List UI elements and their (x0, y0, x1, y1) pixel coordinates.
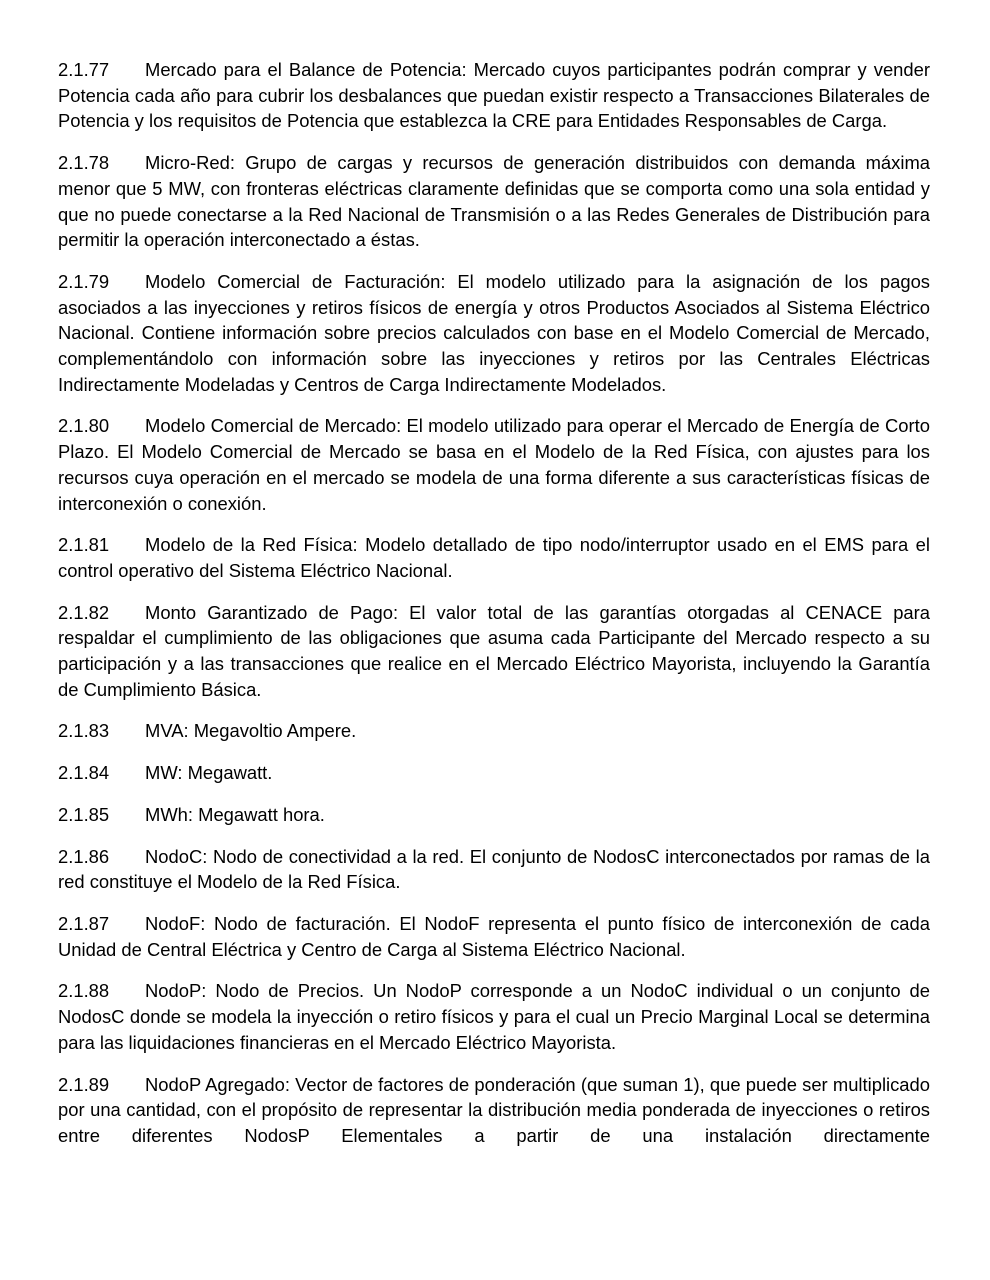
definition-paragraph (58, 150, 930, 253)
definition-paragraph (58, 718, 930, 744)
definition-number: 2.1.85 (58, 803, 110, 825)
definition-text: MWh: Megawatt hora. (145, 803, 325, 825)
definition-text: Mercado para el Balance de Potencia: Mercado cuyos participantes podrán comprar y vender Potencia cada año para cubrir los desbalances que puedan existir respecto a Transacciones Bilaterales de Potencia y los requisitos de Potencia que establezca la CRE para Entidades Responsables de Carga. (58, 59, 930, 132)
definition-number: 2.1.88 (58, 980, 110, 1002)
definition-text: NodoF: Nodo de facturación. El NodoF representa el punto físico de interconexión de cada Unidad de Central Eléctrica y Centro de Carga al Sistema Eléctrico Nacional. (58, 912, 930, 960)
document-page (58, 57, 930, 1165)
definition-paragraph (58, 978, 930, 1055)
definition-text: Monto Garantizado de Pago: El valor total de las garantías otorgadas al CENACE para respaldar el cumplimiento de las obligaciones que asuma cada Participante del Mercado respecto a su participación y a las transacciones que realice en el Mercado Eléctrico Mayorista, incluyendo la Garantía de Cumplimiento Básica. (58, 601, 930, 700)
definition-text: NodoP: Nodo de Precios. Un NodoP corresponde a un NodoC individual o un conjunto de NodosC donde se modela la inyección o retiro físicos y para el cual un Precio Marginal Local se determina para las liquidaciones financieras en el Mercado Eléctrico Mayorista. (58, 980, 930, 1053)
definition-number: 2.1.79 (58, 270, 110, 292)
definition-paragraph (58, 844, 930, 895)
definition-paragraph (58, 413, 930, 516)
definition-text: MVA: Megavoltio Ampere. (145, 720, 357, 742)
definition-number: 2.1.86 (58, 845, 110, 867)
definition-paragraph (58, 269, 930, 398)
definition-number: 2.1.77 (58, 59, 110, 80)
definition-number: 2.1.89 (58, 1073, 110, 1095)
definition-text: Modelo de la Red Física: Modelo detallado de tipo nodo/interruptor usado en el EMS para el control operativo del Sistema Eléctrico Nacional. (58, 534, 930, 581)
definition-number: 2.1.81 (58, 534, 110, 556)
definition-text: Micro-Red: Grupo de cargas y recursos de generación distribuidos con demanda máxima menor que 5 MW, con fronteras eléctricas claramente definidas que se comporta como una sola entidad y que no puede conectarse a la Red Nacional de Transmisión o a las Redes Generales de Distribución para permitir la operación interconectado a éstas. (58, 152, 930, 251)
definition-number: 2.1.84 (58, 762, 110, 784)
definition-number: 2.1.78 (58, 152, 110, 174)
definition-paragraph (58, 57, 930, 134)
definition-paragraph (58, 911, 930, 962)
definition-paragraph (58, 802, 930, 828)
definition-number: 2.1.87 (58, 912, 110, 934)
definition-paragraph (58, 532, 930, 583)
definition-number: 2.1.82 (58, 601, 110, 623)
definition-paragraph (58, 760, 930, 786)
definition-number: 2.1.83 (58, 720, 110, 742)
definition-text: Modelo Comercial de Facturación: El modelo utilizado para la asignación de los pagos asociados a las inyecciones y retiros físicos de energía y otros Productos Asociados al Sistema Eléctrico Nacional. Contiene información sobre precios calculados con base en el Modelo Comercial de Mercado, complementándolo con información sobre las inyecciones y retiros por las Centrales Eléctricas Indirectamente Modeladas y Centros de Carga Indirectamente Modelados. (58, 270, 930, 395)
definition-text: MW: Megawatt. (145, 762, 273, 784)
definition-text: NodoP Agregado: Vector de factores de ponderación (que suman 1), que puede ser multiplicado por una cantidad, con el propósito de representar la distribución media ponderada de inyecciones o retiros entre diferentes NodosP Elementales a partir de una instalación directamente (58, 1073, 930, 1146)
definition-number: 2.1.80 (58, 415, 110, 437)
definition-paragraph (58, 1072, 930, 1149)
definition-paragraph (58, 600, 930, 703)
definition-text: NodoC: Nodo de conectividad a la red. El conjunto de NodosC interconectados por ramas de la red constituye el Modelo de la Red Física. (58, 845, 930, 893)
definition-text: Modelo Comercial de Mercado: El modelo utilizado para operar el Mercado de Energía de Corto Plazo. El Modelo Comercial de Mercado se basa en el Modelo de la Red Física, con ajustes para los recursos cuya operación en el mercado se modela de una forma diferente a sus características físicas de interconexión o conexión. (58, 415, 930, 514)
